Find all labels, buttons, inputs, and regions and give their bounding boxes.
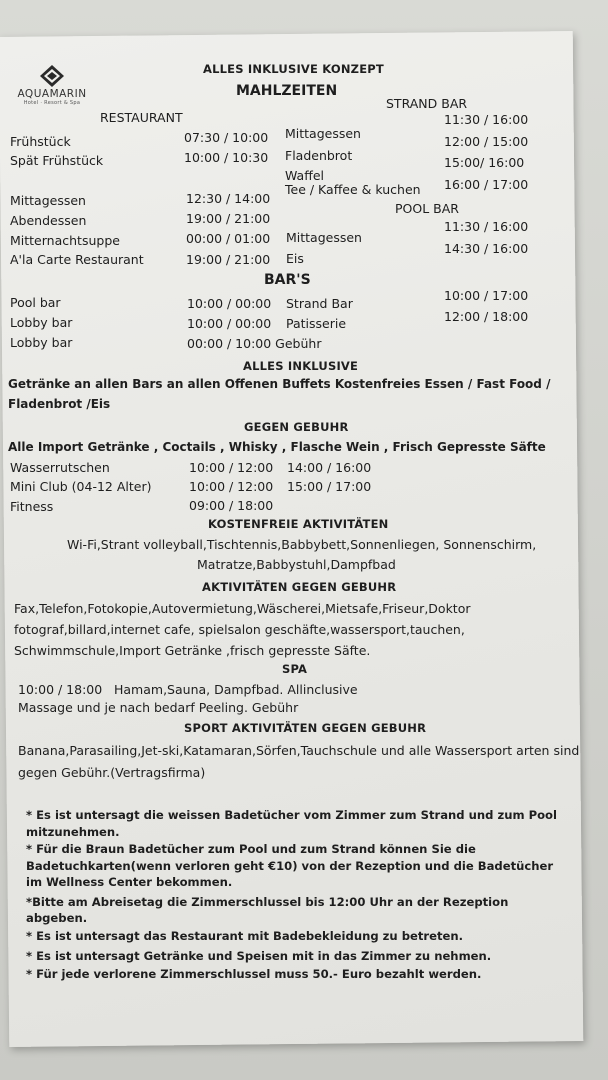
pool-bar-title: POOL BAR: [395, 201, 459, 216]
sport-line: gegen Gebühr.(Vertragsfirma): [18, 765, 206, 780]
bar-label: Strand Bar: [286, 296, 353, 311]
restaurant-label: Mittagessen: [10, 193, 86, 208]
bar-label: Lobby bar: [10, 335, 73, 350]
restaurant-time: 00:00 / 01:00: [186, 231, 271, 246]
spa-time: 10:00 / 18:00: [18, 682, 103, 697]
bar-time: 00:00 / 10:00 Gebühr: [187, 336, 322, 351]
gegen-gebuhr-time: 09:00 / 18:00: [189, 498, 274, 513]
restaurant-time: 10:00 / 10:30: [184, 150, 269, 165]
gegen-gebuhr-title: GEGEN GEBUHR: [244, 420, 349, 434]
bar-label: Pool bar: [10, 295, 61, 310]
note-line: * Es ist untersagt die weissen Badetücher vom Zimmer zum Strand und zum Pool: [26, 808, 557, 822]
aktivitaeten-gebuhr-line: Schwimmschule,Import Getränke ,frisch gepresste Säfte.: [14, 643, 371, 658]
strand-bar-item: Waffel: [285, 168, 324, 183]
kostenfreie-title: KOSTENFREIE AKTIVITÄTEN: [208, 517, 389, 531]
alles-inklusive-line: Getränke an allen Bars an allen Offenen Buffets Kostenfreies Essen / Fast Food /: [8, 377, 551, 391]
restaurant-label: Frühstück: [10, 134, 71, 149]
pool-bar-time: 14:30 / 16:00: [444, 241, 529, 256]
strand-bar-item: Fladenbrot: [285, 148, 353, 163]
note-line: Badetuchkarten(wenn verloren geht €10) von der Rezeption und die Badetücher: [26, 859, 554, 873]
gegen-gebuhr-time: 15:00 / 17:00: [287, 479, 372, 494]
sport-line: Banana,Parasailing,Jet-ski,Katamaran,Sörfen,Tauchschule und alle Wassersport arten sind: [18, 743, 580, 758]
logo-subtitle: Hotel · Resort & Spa: [23, 100, 81, 106]
gegen-gebuhr-time: 10:00 / 12:00: [189, 460, 274, 475]
aktivitaeten-gebuhr-line: fotograf,billard,internet cafe, spielsalon geschäfte,wassersport,tauchen,: [14, 622, 465, 637]
spa-line: Massage und je nach bedarf Peeling. Gebühr: [18, 700, 299, 715]
pool-bar-time: 11:30 / 16:00: [444, 219, 529, 234]
alles-inklusive-line: Fladenbrot /Eis: [8, 397, 111, 411]
restaurant-title: RESTAURANT: [100, 110, 183, 125]
aquamarin-logo: [10, 64, 94, 106]
note-line: im Wellness Center bekommen.: [26, 875, 233, 889]
bar-label: Lobby bar: [10, 315, 73, 330]
note-line: *Bitte am Abreisetag die Zimmerschlussel bis 12:00 Uhr an der Rezeption: [26, 895, 509, 909]
bar-time: 10:00 / 00:00: [187, 316, 272, 331]
note-line: * Für die Braun Badetücher zum Pool und zum Strand können Sie die: [26, 842, 476, 856]
bar-time: 12:00 / 18:00: [444, 309, 529, 324]
logo-name: AQUAMARIN: [17, 88, 87, 100]
strand-bar-time: 15:00/ 16:00: [444, 155, 525, 170]
spa-title: SPA: [282, 662, 308, 676]
strand-bar-item: Mittagessen: [285, 126, 361, 141]
restaurant-time: 19:00 / 21:00: [186, 252, 271, 267]
note-line: * Für jede verlorene Zimmerschlussel muss 50.- Euro bezahlt werden.: [26, 967, 482, 981]
restaurant-label: A'la Carte Restaurant: [10, 252, 144, 267]
bar-time: 10:00 / 17:00: [444, 288, 529, 303]
aktivitaeten-gebuhr-line: Fax,Telefon,Fotokopie,Autovermietung,Wäscherei,Mietsafe,Friseur,Doktor: [14, 601, 471, 616]
bar-label: Patisserie: [286, 316, 347, 331]
bars-title: BAR'S: [264, 272, 311, 288]
aquamarin-emblem-icon: [39, 64, 65, 88]
note-line: * Es ist untersagt Getränke und Speisen mit in das Zimmer zu nehmen.: [26, 949, 492, 963]
alles-inklusive-title: ALLES INKLUSIVE: [243, 359, 359, 373]
meals-title: MAHLZEITEN: [236, 83, 338, 99]
gegen-gebuhr-label: Fitness: [10, 499, 54, 514]
gegen-gebuhr-time: 14:00 / 16:00: [287, 460, 372, 475]
gegen-gebuhr-label: Wasserrutschen: [10, 460, 110, 475]
restaurant-time: 07:30 / 10:00: [184, 130, 269, 145]
kostenfreie-line: Wi-Fi,Strant volleyball,Tischtennis,Babbybett,Sonnenliegen, Sonnenschirm,: [67, 537, 537, 552]
restaurant-time: 12:30 / 14:00: [186, 191, 271, 206]
note-line: mitzunehmen.: [26, 825, 120, 839]
strand-bar-time: 16:00 / 17:00: [444, 177, 529, 192]
restaurant-label: Abendessen: [10, 213, 87, 228]
restaurant-label: Spät Frühstück: [10, 153, 104, 168]
note-line: abgeben.: [26, 911, 88, 925]
concept-title: ALLES INKLUSIVE KONZEPT: [203, 62, 384, 76]
spa-line: Hamam,Sauna, Dampfbad. Allinclusive: [114, 682, 358, 697]
note-line: * Es ist untersagt das Restaurant mit Badebekleidung zu betreten.: [26, 929, 464, 943]
strand-bar-time: 11:30 / 16:00: [444, 112, 529, 127]
restaurant-label: Mitternachtsuppe: [10, 233, 120, 248]
pool-bar-item: Eis: [286, 251, 304, 266]
bar-time: 10:00 / 00:00: [187, 296, 272, 311]
gegen-gebuhr-intro: Alle Import Getränke , Coctails , Whisky , Flasche Wein , Frisch Gepresste Säfte: [8, 440, 546, 454]
gegen-gebuhr-label: Mini Club (04-12 Alter): [10, 479, 152, 494]
strand-bar-time: 12:00 / 15:00: [444, 134, 529, 149]
strand-bar-title: STRAND BAR: [386, 96, 468, 111]
restaurant-time: 19:00 / 21:00: [186, 211, 271, 226]
pool-bar-item: Mittagessen: [286, 230, 362, 245]
aktivitaeten-gebuhr-title: AKTIVITÄTEN GEGEN GEBUHR: [202, 580, 397, 594]
strand-bar-item: Tee / Kaffee & kuchen: [285, 182, 421, 197]
gegen-gebuhr-time: 10:00 / 12:00: [189, 479, 274, 494]
sport-title: SPORT AKTIVITÄTEN GEGEN GEBUHR: [184, 721, 427, 735]
kostenfreie-line: Matratze,Babbystuhl,Dampfbad: [197, 557, 396, 572]
